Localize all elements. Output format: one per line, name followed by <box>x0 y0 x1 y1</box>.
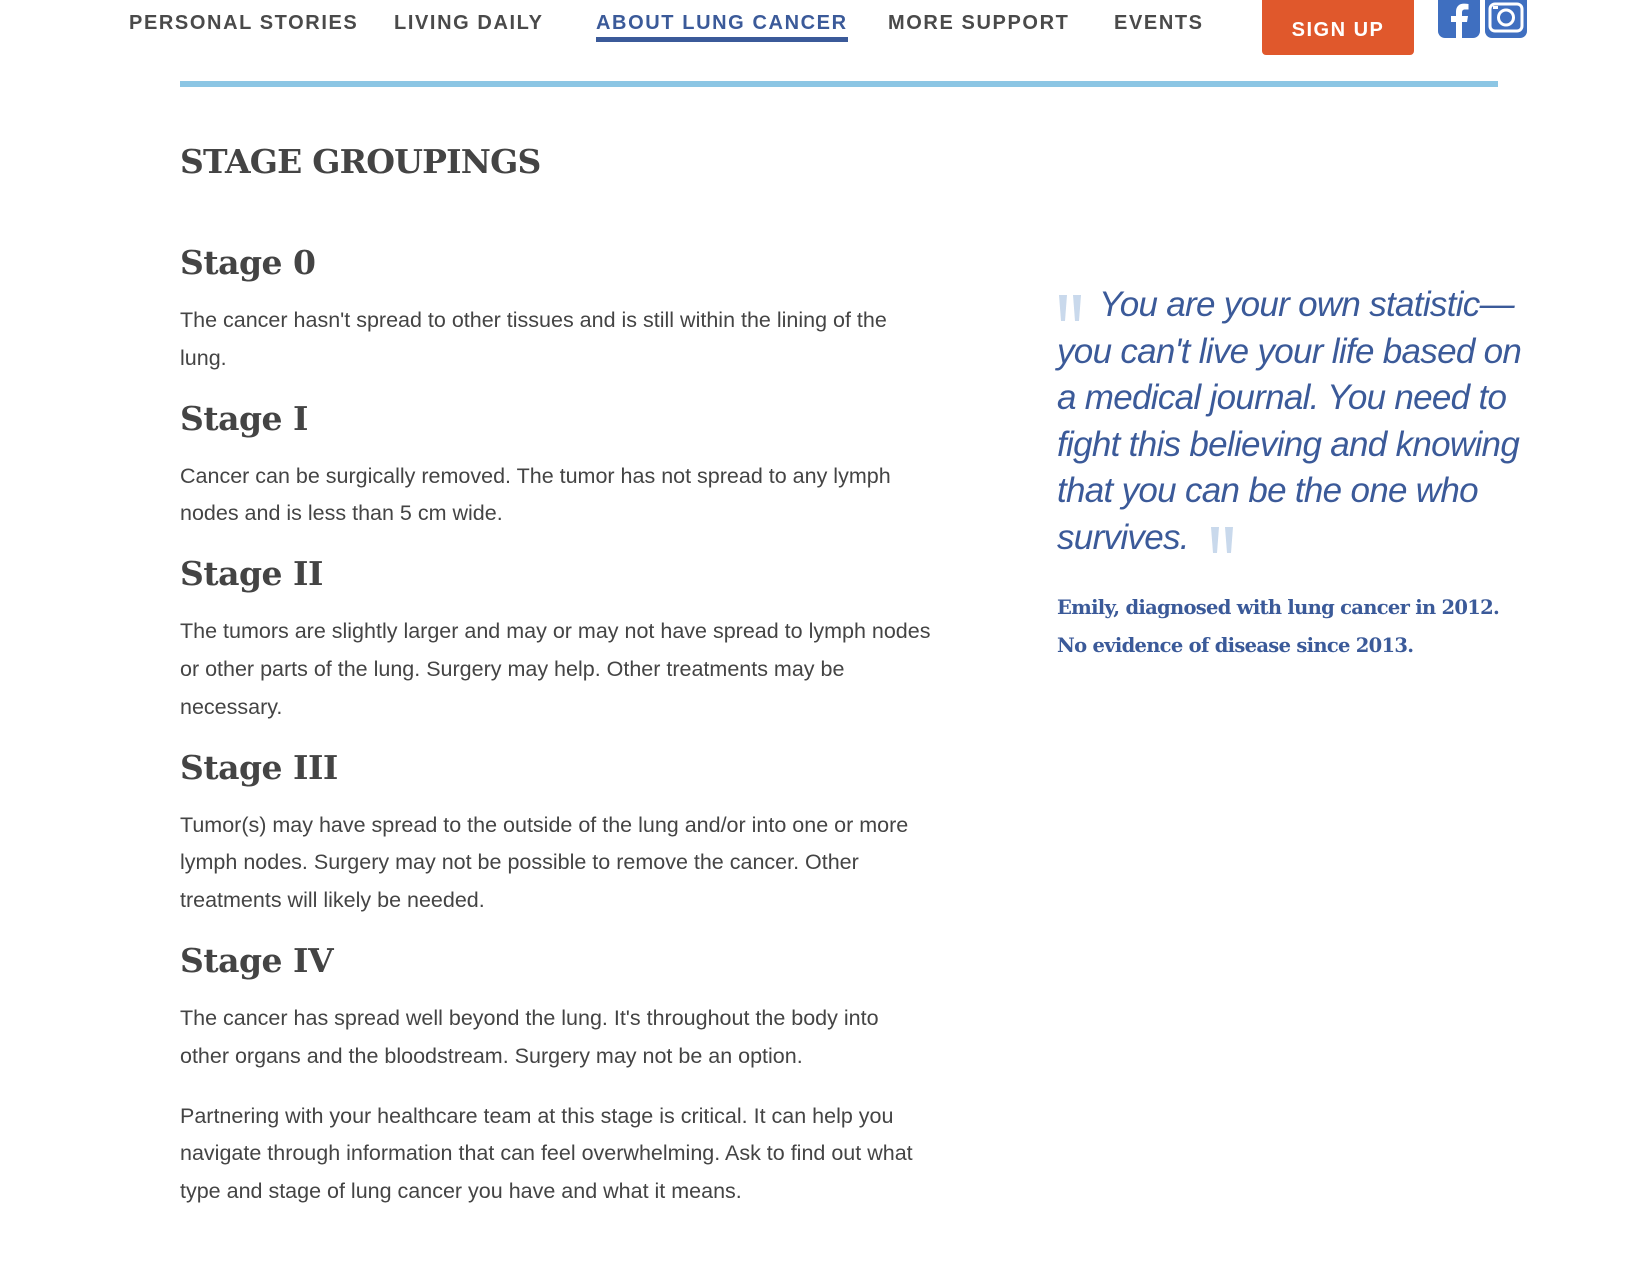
stage-1-text: Cancer can be surgically removed. The tumor has not spread to any lymph nodes and is less than 5 cm wide. <box>180 463 891 526</box>
attribution-line-2: No evidence of disease since 2013. <box>1057 634 1414 657</box>
attribution-line-1: Emily, diagnosed with lung cancer in 2012. <box>1057 596 1500 619</box>
stage-1-heading: Stage I <box>180 398 308 438</box>
stage-2-text: The tumors are slightly larger and may or may not have spread to lymph nodes or other parts of the lung. Surgery may help. Other treatments may be necessary. <box>180 619 931 719</box>
stage-2-heading: Stage II <box>180 554 323 594</box>
close-quote-icon <box>1209 521 1237 549</box>
instagram-icon[interactable] <box>1485 0 1527 38</box>
nav-item-events[interactable]: EVENTS <box>1114 12 1204 34</box>
testimonial-quote <box>1057 282 1527 665</box>
nav-item-living-daily[interactable]: LIVING DAILY <box>394 12 544 34</box>
sign-up-button[interactable]: SIGN UP <box>1262 0 1414 55</box>
stage-0-text: The cancer hasn't spread to other tissues and is still within the lining of the lung. <box>180 308 887 370</box>
stage-3-heading: Stage III <box>180 747 338 787</box>
open-quote-icon <box>1057 289 1085 317</box>
header-divider <box>180 81 1498 87</box>
facebook-icon[interactable] <box>1438 0 1480 38</box>
stage-4-heading: Stage IV <box>180 940 334 980</box>
quote-text: You are your own statistic—you can't live your life based on a medical journal. You need to fight this believing and knowing that you can be the one who survives. <box>1057 285 1522 557</box>
stage-4-text: The cancer has spread well beyond the lung. It's throughout the body into other organs and the bloodstream. Surgery may not be an option. <box>180 1005 879 1068</box>
nav-item-personal-stories[interactable]: PERSONAL STORIES <box>129 12 359 34</box>
nav-item-more-support[interactable]: MORE SUPPORT <box>888 12 1070 34</box>
closing-paragraph: Partnering with your healthcare team at this stage is critical. It can help you navigate through information that can feel overwhelming. Ask to find out what type and stage of lung cancer you have and what it means. <box>180 1103 913 1204</box>
stage-3-text: Tumor(s) may have spread to the outside of the lung and/or into one or more lymph nodes. Surgery may not be possible to remove the cancer. Other treatments will likely be needed. <box>180 812 909 913</box>
stage-list <box>180 243 960 1232</box>
nav-item-about-lung-cancer[interactable]: ABOUT LUNG CANCER <box>596 12 848 42</box>
page-title: STAGE GROUPINGS <box>180 142 541 181</box>
top-navigation <box>0 0 1636 90</box>
quote-body <box>1057 282 1527 561</box>
stage-0-heading: Stage 0 <box>180 243 316 282</box>
quote-attribution <box>1057 589 1527 665</box>
